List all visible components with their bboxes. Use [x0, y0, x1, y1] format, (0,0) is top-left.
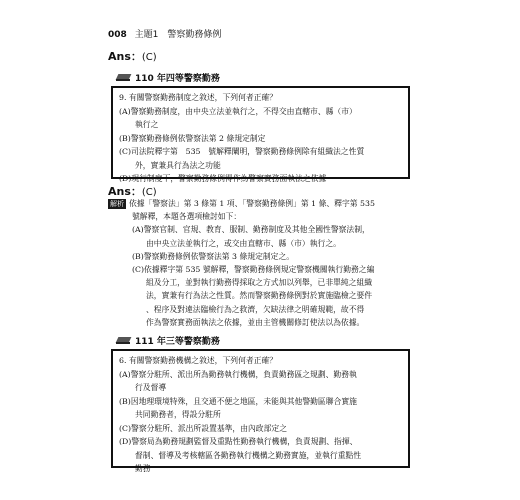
question-box-1 — [111, 86, 410, 183]
page-header — [108, 27, 221, 40]
option-c-cont: 外，實兼具行為法之功能 — [135, 160, 221, 170]
explanation-item-a: (A)警察官制、官規、教育、服制、勤務制度及其他全國性警察法制， — [132, 225, 370, 235]
book-icon — [116, 336, 132, 345]
option-c: (C)警察分駐所、派出所設置基準，由內政部定之 — [119, 423, 287, 433]
explanation-item-b: (B)警察勤務條例依警察法第 3 條規定制定之。 — [132, 251, 295, 261]
exam-heading-text: 111 年三等警察勤務 — [135, 337, 220, 347]
option-d: (D)現行制度下，警察勤務條例得作為警察實務面執法之依據 — [119, 174, 327, 183]
question-stem: 9. 有關警察勤務制度之敘述，下列何者正確？ — [119, 93, 278, 102]
exam-heading-2 — [116, 334, 220, 347]
explanation — [108, 197, 413, 329]
option-a-cont: 執行之 — [135, 120, 159, 129]
book-icon — [116, 73, 132, 82]
explanation-line: 依據「警察法」第 3 條第 1 項、「警察勤務條例」第 1 條、釋字第 535 — [129, 199, 375, 208]
option-a: (A)警察勤務制度，由中央立法並執行之，不得交由直轄市、縣（市） — [119, 106, 357, 116]
option-a-cont: 行及督導 — [135, 383, 167, 392]
answer-1 — [108, 48, 157, 64]
option-b: (B)因地理環境特殊，且交通不便之地區，未能與其他警勤區聯合實施 — [119, 396, 357, 406]
answer-label: Ans： — [108, 50, 142, 63]
explanation-item-c-cont: 組及分工，並對執行勤務得採取之方式加以列舉，已非單純之組織 — [146, 278, 373, 288]
answer-value: (C) — [141, 52, 157, 63]
option-d-cont: 督制、督導及考核轄區各勤務執行機構之勤務實施，並執行重點性 — [135, 450, 362, 460]
explanation-item-c: (C)依據釋字第 535 號解釋，警察勤務條例規定警察機關執行勤務之編 — [132, 265, 375, 275]
explanation-item-c-cont: 作為警察實務面執法之依據，並由主管機關修訂使法以為依據。 — [146, 317, 365, 327]
page-number: 008 — [108, 30, 127, 40]
option-b-cont: 共同勤務者，得設分駐所 — [135, 410, 221, 419]
option-d-cont: 勤務 — [135, 464, 151, 473]
question-stem: 6. 有關警察勤務機構之敘述，下列何者正確？ — [119, 356, 278, 365]
explanation-item-c-cont: 、程序及對違法臨檢行為之救濟，欠缺法律之明確規範，故不得 — [146, 304, 365, 314]
question-box-2 — [111, 349, 410, 473]
explanation-line: 號解釋，本題各選項檢討如下： — [132, 212, 242, 222]
explanation-item-a-cont: 由中央立法並執行之，或交由直轄市、縣（市）執行之。 — [146, 238, 341, 248]
option-a: (A)警察分駐所、派出所為勤務執行機構，負責勤務區之規劃、勤務執 — [119, 369, 357, 379]
option-c: (C)司法院釋字第 535 號解釋闡明，警察勤務條例除有組織法之性質 — [119, 147, 365, 156]
answer-label: Ans： — [108, 185, 142, 198]
answer-value: (C) — [141, 187, 157, 198]
exam-heading-1 — [116, 71, 220, 84]
explanation-tag: 解析 — [110, 200, 124, 208]
exam-heading-text: 110 年四等警察勤務 — [135, 74, 220, 84]
explanation-item-c-cont: 法，實兼有行為法之性質。然而警察勤務條例對於實施臨檢之要件 — [146, 291, 373, 301]
option-b: (B)警察勤務條例依警察法第 2 條規定制定 — [119, 133, 266, 143]
chapter-title: 主題1 警察勤務條例 — [134, 30, 222, 40]
option-d: (D)警察局為勤務規劃監督及重點性勤務執行機構，負責規劃、指揮、 — [119, 437, 358, 446]
